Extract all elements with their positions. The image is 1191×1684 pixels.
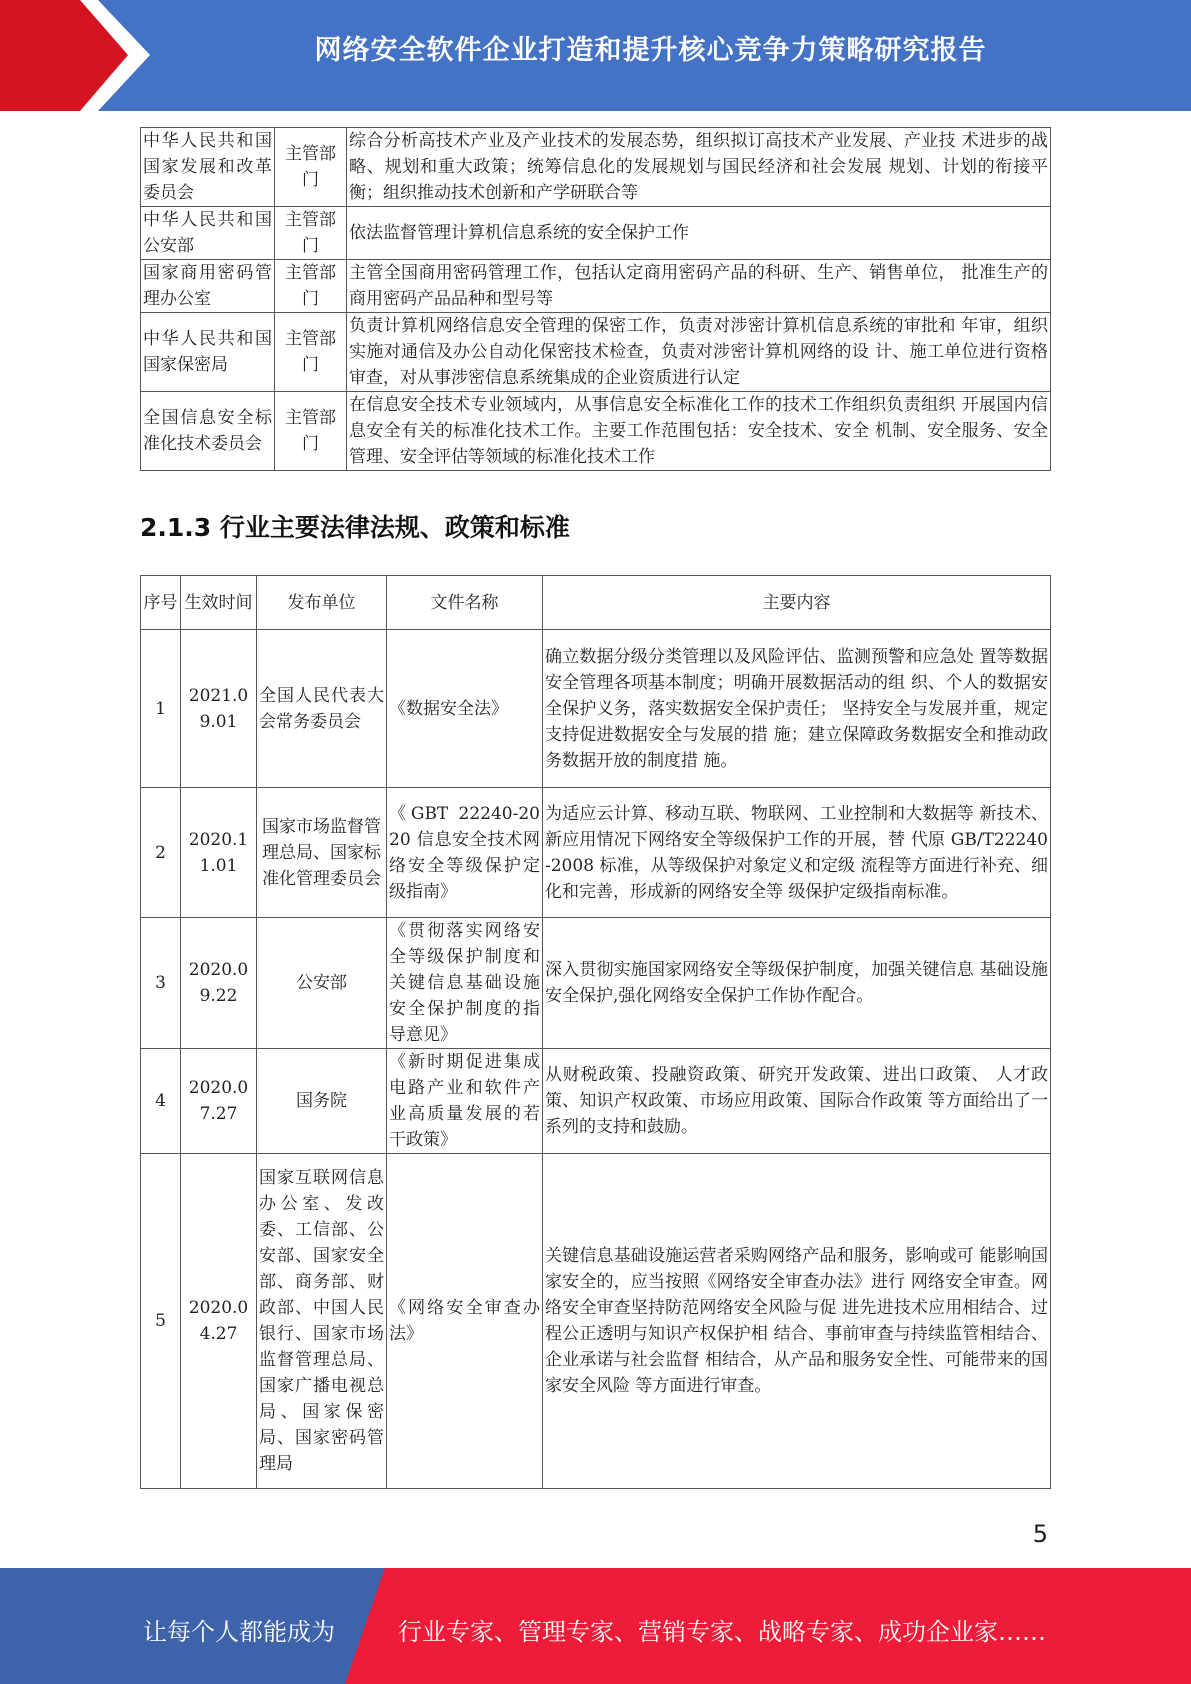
header-date: 生效时间 [181,576,257,630]
row-content: 为适应云计算、移动互联、物联网、工业控制和大数据等 新技术、新应用情况下网络安全等级保护工作的开展，替 代原 GB/T22240-2008 标准，从等级保护对象定义和定级 流程等方面进行补充、细化和完善，形成新的网络安全等 级保护定级指南标准。 [543,788,1051,918]
table-row [141,392,1051,471]
row-no: 4 [141,1049,181,1154]
table-row [141,630,1051,788]
org-duty: 在信息安全技术专业领域内，从事信息安全标准化工作的技术工作组织负责组织 开展国内信息安全有关的标准化技术工作。主要工作范围包括：安全技术、安全 机制、安全服务、安全管理、安全评估等领域的标准化技术工作 [347,392,1051,471]
page-number: 5 [1032,1520,1048,1548]
row-date: 2020.11.01 [181,788,257,918]
footer-slogan-right: 行业专家、管理专家、营销专家、战略专家、成功企业家…… [398,1618,1046,1646]
org-name: 国家商用密码管理办公室 [141,260,275,313]
row-doc: 《新时期促进集成电路产业和软件产业高质量发展的若干政策》 [387,1049,543,1154]
row-date: 2020.07.27 [181,1049,257,1154]
header-content: 主要内容 [543,576,1051,630]
row-content: 深入贯彻实施国家网络安全等级保护制度，加强关键信息 基础设施安全保护,强化网络安全保护工作协作配合。 [543,918,1051,1049]
row-doc: 《GBT 22240-2020 信息安全技术网络安全等级保护定级指南》 [387,788,543,918]
org-duty: 负责计算机网络信息安全管理的保密工作，负责对涉密计算机信息系统的审批和 年审，组织实施对通信及办公自动化保密技术检查，负责对涉密计算机网络的设 计、施工单位进行资格审查，对从事涉密信息系统集成的企业资质进行认定 [347,313,1051,392]
header-no: 序号 [141,576,181,630]
header-doc: 文件名称 [387,576,543,630]
row-date: 2021.09.01 [181,630,257,788]
org-duty: 主管全国商用密码管理工作，包括认定商用密码产品的科研、生产、销售单位， 批准生产的商用密码产品品种和型号等 [347,260,1051,313]
org-type: 主管部门 [275,392,347,471]
header-banner [0,0,1191,111]
org-type: 主管部门 [275,313,347,392]
footer-slogan-left: 让每个人都能成为 [143,1618,335,1646]
org-duty: 依法监督管理计算机信息系统的安全保护工作 [347,207,1051,260]
row-no: 5 [141,1154,181,1489]
row-org: 国家市场监督管理总局、国家标准化管理委员会 [257,788,387,918]
row-no: 2 [141,788,181,918]
row-org: 全国人民代表大会常务委员会 [257,630,387,788]
table-row [141,313,1051,392]
org-name: 中华人民共和国国家发展和改革委员会 [141,128,275,207]
row-content: 关键信息基础设施运营者采购网络产品和服务，影响或可 能影响国家安全的，应当按照《网络安全审查办法》进行 网络安全审查。网络安全审查坚持防范网络安全风险与促 进先进技术应用相结合、过程公正透明与知识产权保护相 结合、事前审查与持续监管相结合、企业承诺与社会监督 相结合，从产品和服务安全性、可能带来的国家安全风险 等方面进行审查。 [543,1154,1051,1489]
row-content: 从财税政策、投融资政策、研究开发政策、进出口政策、 人才政策、知识产权政策、市场应用政策、国际合作政策 等方面给出了一系列的支持和鼓励。 [543,1049,1051,1154]
footer-banner [0,1568,1191,1684]
org-type: 主管部门 [275,128,347,207]
table-row [141,207,1051,260]
org-type: 主管部门 [275,207,347,260]
row-org: 国务院 [257,1049,387,1154]
row-doc: 《贯彻落实网络安全等级保护制度和关键信息基础设施安全保护制度的指导意见》 [387,918,543,1049]
table-row [141,1049,1051,1154]
regulator-table [140,127,1051,471]
row-doc: 《数据安全法》 [387,630,543,788]
report-title: 网络安全软件企业打造和提升核心竞争力策略研究报告 [314,35,987,66]
section-heading: 2.1.3 行业主要法律法规、政策和标准 [140,513,570,542]
org-type: 主管部门 [275,260,347,313]
org-name: 中华人民共和国公安部 [141,207,275,260]
org-name: 中华人民共和国国家保密局 [141,313,275,392]
table-row [141,128,1051,207]
row-no: 3 [141,918,181,1049]
row-org: 国家互联网信息办公室、发改委、工信部、公安部、国家安全部、商务部、财政部、中国人民银行、国家市场监督管理总局、国家广播电视总局、国家保密局、国家密码管理局 [257,1154,387,1489]
table-row [141,260,1051,313]
org-duty: 综合分析高技术产业及产业技术的发展态势，组织拟订高技术产业发展、产业技 术进步的战略、规划和重大政策；统筹信息化的发展规划与国民经济和社会发展 规划、计划的衔接平衡；组织推动技术创新和产学研联合等 [347,128,1051,207]
row-date: 2020.04.27 [181,1154,257,1489]
row-doc: 《网络安全审查办法》 [387,1154,543,1489]
org-name: 全国信息安全标准化技术委员会 [141,392,275,471]
row-org: 公安部 [257,918,387,1049]
header-org: 发布单位 [257,576,387,630]
law-policy-table [140,575,1051,1489]
table-row [141,788,1051,918]
row-date: 2020.09.22 [181,918,257,1049]
table-row [141,1154,1051,1489]
row-no: 1 [141,630,181,788]
table-row [141,918,1051,1049]
row-content: 确立数据分级分类管理以及风险评估、监测预警和应急处 置等数据安全管理各项基本制度；明确开展数据活动的组 织、个人的数据安全保护义务，落实数据安全保护责任； 坚持安全与发展并重，规定支持促进数据安全与发展的措 施；建立保障政务数据安全和推动政务数据开放的制度措 施。 [543,630,1051,788]
table-header-row [141,576,1051,630]
